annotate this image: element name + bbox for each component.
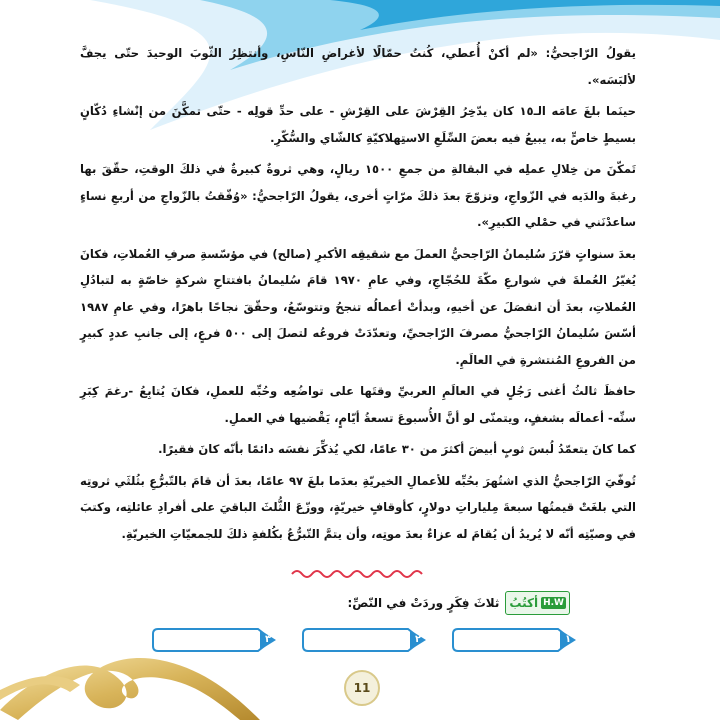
paragraph-2: حينَما بلغَ عامَه الـ١٥ كان يدّخِرُ القِرْشَ على القِرْشِ - على حدِّ قولِه - حتّى تمكَّنَ من إنْشاءِ دُكّانٍ بسيطٍ خاصٍّ به، يبيعُ فيه بعضَ السِّلَعِ الاستِهلاكيّةِ كالشّاي والسُّكّرِ.	[80, 104, 636, 145]
paragraph-6: كما كانَ يتعمّدُ لُبسَ ثوبٍ أبيضَ أكثرَ من ٣٠ عامًا، لكي يُذكِّرَ نفسَه دائمًا بأنّه كانَ فقيرًا.	[158, 442, 636, 456]
task-verb: أكتُبُ	[509, 596, 539, 610]
answer-box-1[interactable]	[450, 626, 580, 654]
paragraph-1: يقولُ الرّاجحيُّ: «لم أكنْ أُعطي، كُنتُ حمّالًا لأغراضِ النّاسِ، وأنتظِرُ الثّوبَ الوحيدَ حتّى يجفَّ لألبَسَه».	[80, 46, 636, 87]
answer-number-1: ١	[564, 634, 572, 645]
answer-box-2[interactable]	[300, 626, 430, 654]
paragraph-7: تُوفّيَ الرّاجحيُّ الذي اشتُهرَ بحُبِّه للأعمالِ الخيريّةِ بعدَما بلغَ ٩٧ عامًا، بعدَ أن قامَ بالتّبرُّعِ بثُلثَي ثروتِه التي بلغَتْ قيمتُها سبعةَ مِلياراتِ دولارٍ، كأوقافٍ خيريّةٍ، ووزّعَ الثُّلثَ الباقيَ على أفرادِ عائلتِه، وكتبَ في وصيّتِه أنّه لا يُريدُ أن يُقامَ له عزاءٌ بعدَ موتِه، وأن يتمَّ التّبرُّعُ بكُلفةِ ذلكَ للجمعيّاتِ الخيريّةِ.	[80, 473, 636, 541]
homework-badge	[505, 591, 570, 615]
answer-number-2: ٢	[414, 634, 422, 645]
page-number: 11	[344, 670, 380, 706]
answer-number-3: ٣	[264, 634, 272, 645]
gold-ribbon-decoration	[0, 590, 260, 720]
paragraph-3: تَمكّنَ من خِلالِ عملِه في البقالةِ من جمعِ ١٥٠٠ ريالٍ، وهي ثروةٌ كبيرةٌ في ذلكَ الوقتِ، حقّقَ بها رغبةَ والدَيه في الزّواجِ، وتزوّجَ بعدَ ذلكَ مرّاتٍ أخرى، يقولُ الرّاجحيُّ: «وُفّقتُ بالزّواجِ من أربعِ نساءٍ ساعدْنَني في حمْلي الكبيرِ».	[80, 162, 637, 229]
decorative-divider	[290, 568, 430, 580]
homework-tag: H.W	[543, 598, 564, 608]
task-prompt: ثلاثَ فِكَرٍ وردَتْ في النّصِّ:	[347, 596, 500, 610]
paragraph-5: حافظَ ثالثُ أغنى رَجُلٍ في العالَمِ العربيِّ وقتَها على تواضُعِه وحُبِّه للعملِ، فكانَ يُتابِعُ -رغمَ كِبَرِ سنِّه- أعمالَه بشغفٍ، ويتمنّى لو أنَّ الأُسبوعَ تسعةُ أيّامٍ، يَقْضيها في العملِ.	[80, 384, 636, 425]
paragraph-4: بعدَ سنواتٍ قرّرَ سُليمانُ الرّاجحيُّ العملَ مع شقيقِه الأكبرِ (صالح) في مؤسّسةِ صرفِ العُملاتِ، فكانَ يُغيّرُ العُملةَ في شوارعِ مكّةَ للحُجّاجِ، وفي عامِ ١٩٧٠ قامَ سُليمانُ بافتتاحِ شركةٍ خاصّةٍ به لتبادُلِ العُملاتِ، بعدَ أن انفصَلَ عن أخيهِ، وبدأتْ أعمالُه تنجحُ وتتوسّعُ، وحقّقَ نجاحًا باهرًا، وفي عامِ ١٩٨٧ أسّسَ سُليمانُ الرّاجحيُّ مصرفَ الرّاجحيِّ، وتعدّدَتْ فروعُه لتصلَ إلى ٥٠٠ فرعٍ، إلى جانبِ عددٍ كبيرٍ من الفروعِ المُنتشرةِ في العالَمِ.	[80, 246, 637, 367]
writing-task	[310, 590, 570, 616]
reading-passage	[80, 40, 636, 552]
